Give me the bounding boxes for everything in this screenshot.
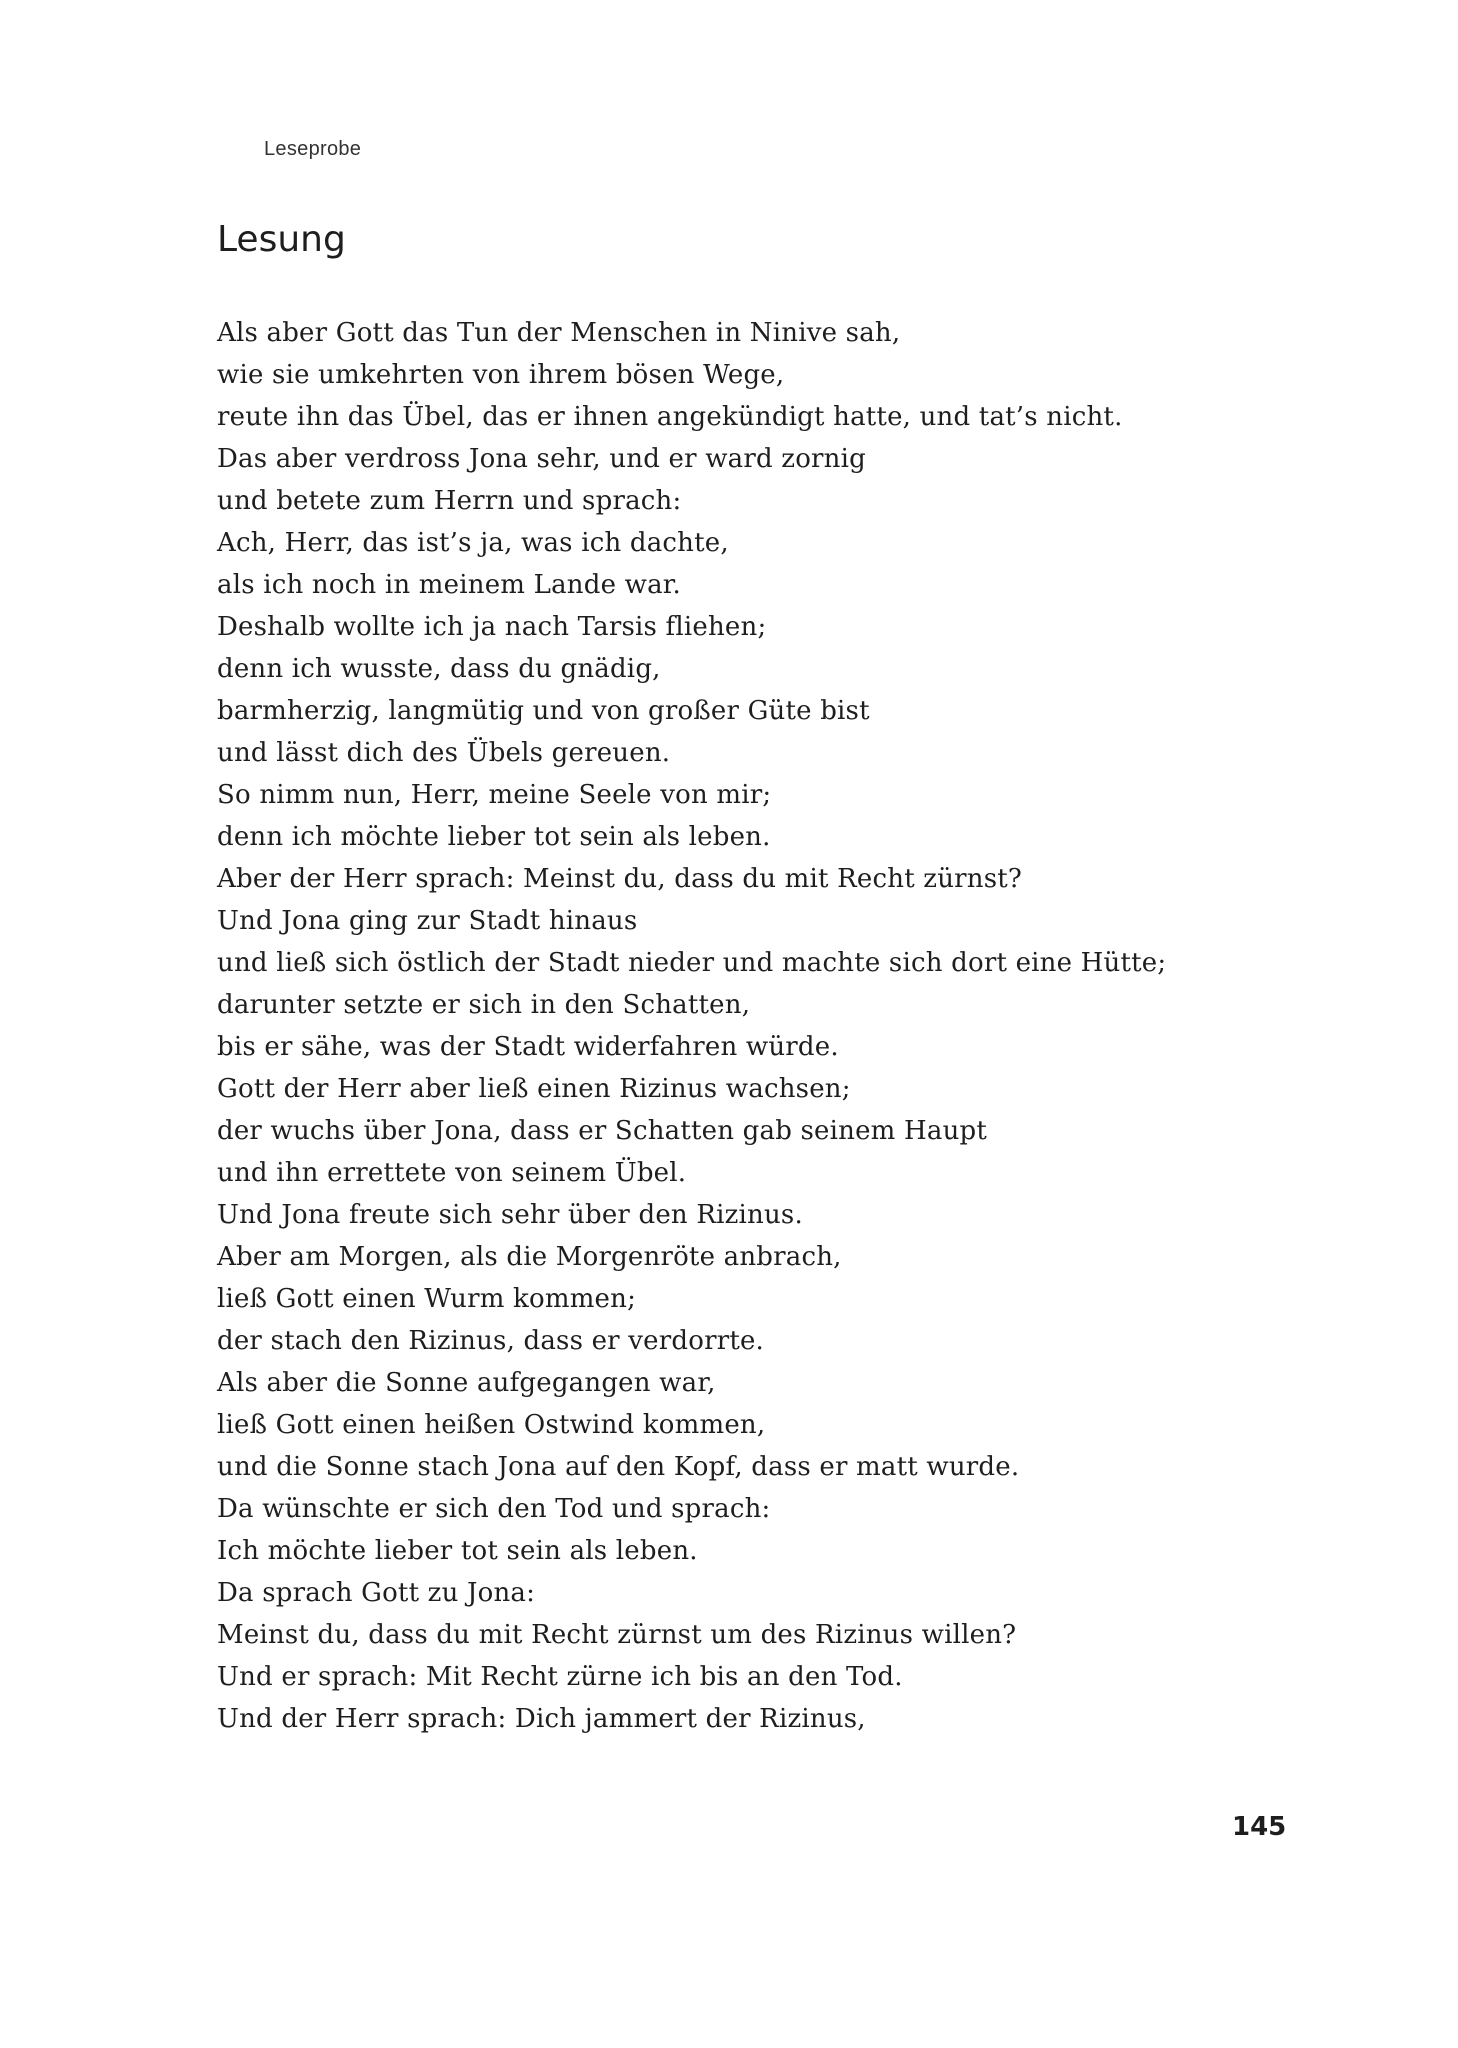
text-line: Deshalb wollte ich ja nach Tarsis fliehen;	[217, 612, 767, 642]
text-line: Und der Herr sprach: Dich jammert der Rizinus,	[217, 1704, 866, 1734]
text-line: Da sprach Gott zu Jona:	[217, 1578, 536, 1608]
text-line: ließ Gott einen Wurm kommen;	[217, 1284, 637, 1314]
text-line: und betete zum Herrn und sprach:	[217, 486, 682, 516]
text-line: barmherzig, langmütig und von großer Güte bist	[217, 696, 870, 726]
text-line: Und Jona freute sich sehr über den Rizinus.	[217, 1200, 803, 1230]
text-line: Gott der Herr aber ließ einen Rizinus wachsen;	[217, 1074, 851, 1104]
text-line: und ließ sich östlich der Stadt nieder und machte sich dort eine Hütte;	[217, 948, 1167, 978]
text-line: Als aber die Sonne aufgegangen war,	[217, 1368, 716, 1398]
text-line: reute ihn das Übel, das er ihnen angekündigt hatte, und tat’s nicht.	[217, 402, 1123, 432]
text-line: So nimm nun, Herr, meine Seele von mir;	[217, 780, 772, 810]
text-line: wie sie umkehrten von ihrem bösen Wege,	[217, 360, 785, 390]
text-line: denn ich wusste, dass du gnädig,	[217, 654, 661, 684]
text-line: Aber der Herr sprach: Meinst du, dass du mit Recht zürnst?	[217, 864, 1023, 894]
text-line: ließ Gott einen heißen Ostwind kommen,	[217, 1410, 766, 1440]
watermark-label: Leseprobe	[264, 138, 362, 160]
page-number: 145	[1232, 1812, 1287, 1842]
text-line: darunter setzte er sich in den Schatten,	[217, 990, 751, 1020]
text-line: Als aber Gott das Tun der Menschen in Ninive sah,	[217, 318, 901, 348]
section-heading: Lesung	[217, 219, 346, 260]
text-line: Und Jona ging zur Stadt hinaus	[217, 906, 638, 936]
text-line: der wuchs über Jona, dass er Schatten gab seinem Haupt	[217, 1116, 988, 1146]
text-line: Meinst du, dass du mit Recht zürnst um des Rizinus willen?	[217, 1620, 1017, 1650]
text-line: der stach den Rizinus, dass er verdorrte.	[217, 1326, 765, 1356]
text-line: Und er sprach: Mit Recht zürne ich bis an den Tod.	[217, 1662, 903, 1692]
text-line: und ihn errettete von seinem Übel.	[217, 1158, 687, 1188]
text-line: Ich möchte lieber tot sein als leben.	[217, 1536, 698, 1566]
text-line: als ich noch in meinem Lande war.	[217, 570, 682, 600]
reading-text	[217, 312, 1166, 1740]
text-line: Das aber verdross Jona sehr, und er ward zornig	[217, 444, 866, 474]
text-line: und lässt dich des Übels gereuen.	[217, 738, 671, 768]
text-line: Ach, Herr, das ist’s ja, was ich dachte,	[217, 528, 729, 558]
text-line: denn ich möchte lieber tot sein als leben.	[217, 822, 771, 852]
text-line: Aber am Morgen, als die Morgenröte anbrach,	[217, 1242, 842, 1272]
text-line: Da wünschte er sich den Tod und sprach:	[217, 1494, 771, 1524]
text-line: und die Sonne stach Jona auf den Kopf, dass er matt wurde.	[217, 1452, 1020, 1482]
text-line: bis er sähe, was der Stadt widerfahren würde.	[217, 1032, 839, 1062]
